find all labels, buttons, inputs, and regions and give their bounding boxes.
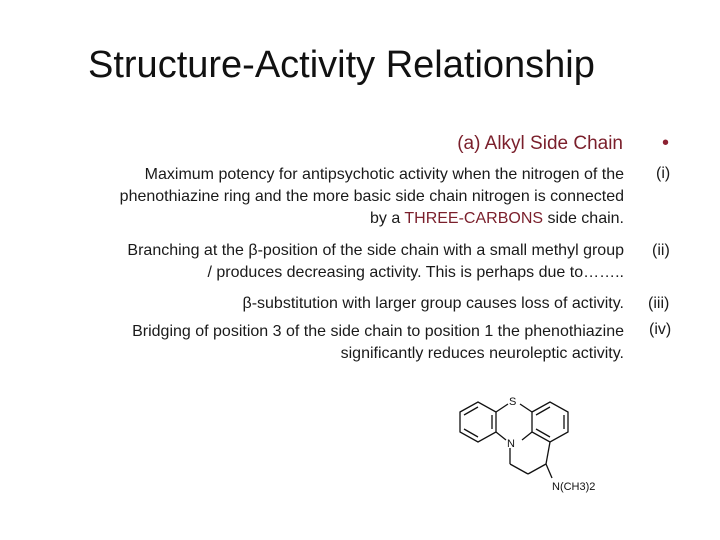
point-ii-line-1: Branching at the β-position of the side chain with a small methyl group <box>127 242 624 259</box>
numeral-i: (i) <box>656 165 671 182</box>
slide-title: Structure-Activity Relationship <box>88 44 595 86</box>
dimethylamino-label: N(CH3)2 <box>552 481 596 493</box>
point-ii-text <box>127 240 624 284</box>
point-iii-text <box>242 293 624 315</box>
point-i-line-1: Maximum potency for antipsychotic activity when the nitrogen of the <box>144 166 624 183</box>
right-benzene-ring <box>532 402 568 442</box>
three-carbons-highlight: THREE-CARBONS <box>404 210 544 227</box>
point-i-line-3-post: side chain. <box>543 210 624 227</box>
section-subheading: (a) Alkyl Side Chain <box>457 133 623 154</box>
numeral-iv: (iv) <box>649 321 672 338</box>
sulfur-atom-label: S <box>509 396 517 408</box>
point-iv-text <box>132 321 624 365</box>
point-i-line-3 <box>120 208 624 230</box>
point-iv-line-2: significantly reduces neuroleptic activity. <box>340 345 624 362</box>
phenothiazine-structure-diagram <box>448 386 608 496</box>
point-iv-line-1: Bridging of position 3 of the side chain to position 1 the phenothiazine <box>132 323 624 340</box>
bullet-marker: • <box>662 132 670 154</box>
point-ii-line-2: / produces decreasing activity. This is perhaps due to…….. <box>207 264 624 281</box>
left-benzene-ring <box>460 402 496 442</box>
point-i-text <box>120 164 624 230</box>
point-iii-line-1: β-substitution with larger group causes loss of activity. <box>242 295 624 312</box>
numeral-iii: (iii) <box>648 295 670 312</box>
point-i-line-3-pre: by a <box>369 210 405 227</box>
point-i-line-2: phenothiazine ring and the more basic side chain nitrogen is connected <box>119 188 624 205</box>
numeral-ii: (ii) <box>652 242 670 259</box>
nitrogen-atom-label: N <box>507 438 515 450</box>
